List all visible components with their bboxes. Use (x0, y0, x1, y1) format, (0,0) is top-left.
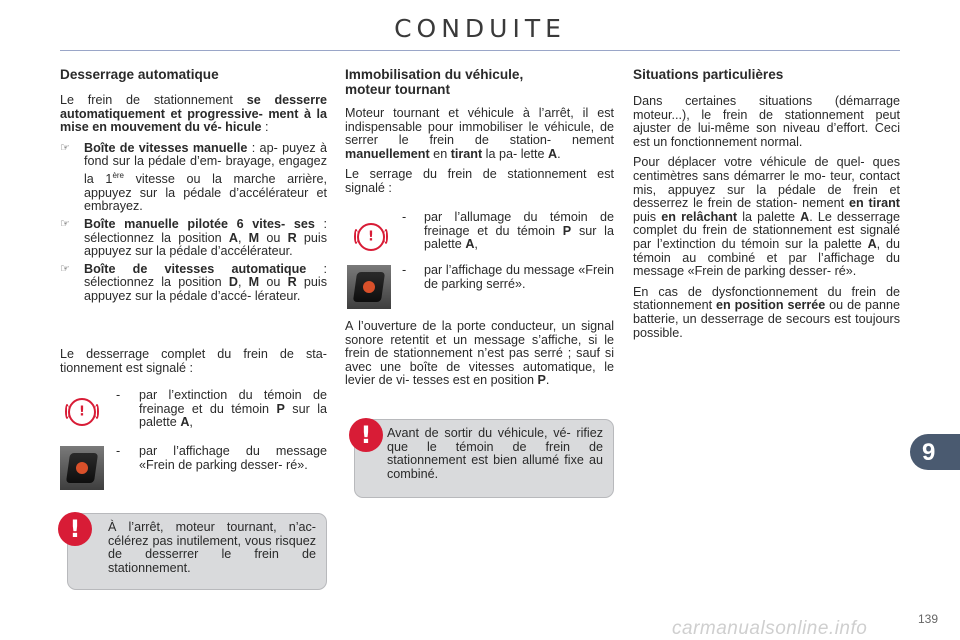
finger-pointer-icon: ☞ (60, 262, 70, 275)
watermark: carmanualsonline.info (672, 618, 868, 639)
finger-pointer-icon: ☞ (60, 141, 70, 154)
page-title: CONDUITE (394, 14, 566, 43)
page-number: 139 (917, 612, 938, 626)
bullet-piloted: ☞ Boîte manuelle pilotée 6 vites- ses : sélectionnez la position A, M ou R puis appuyez sur la pédale d’accélérateur. (60, 216, 328, 259)
parking-brake-display-icon (347, 265, 391, 309)
right-p2: Pour déplacer votre véhicule de quel- ques centimètres sans démarrer le mo- teur, contact mis, appuyez sur la pédale de frein et desserrez le frein de station- nement en tirant puis en relâchant la palette A. Le desserrage complet du frein de stationnement est signalé par l’extinction du témoin sur la palette A, du témoin au combiné et par l’affichage du message «Frein de parking desser- ré». (633, 155, 900, 279)
middle-p3: A l’ouverture de la porte conducteur, un signal sonore retentit et un message s’affiche, si le frein de stationnement n’est pas serré ; sauf si avec une boîte de vitesses automatique, le levier de vi- tesses est en position P. (345, 319, 614, 388)
left-dash-2: - par l’affichage du message «Frein de parking desser- ré». (116, 444, 327, 472)
warning-exclamation-icon: ! (349, 418, 383, 452)
middle-dash-1: - par l’allumage du témoin de freinage et du témoin P sur la palette A, (402, 210, 614, 252)
header-rule (60, 50, 900, 51)
parking-brake-display-icon (60, 446, 104, 490)
finger-pointer-icon: ☞ (60, 217, 70, 230)
left-signal-intro: Le desserrage complet du frein de sta- tionnement est signalé : (60, 347, 327, 375)
middle-heading-1: Immobilisation du véhicule, (345, 67, 524, 82)
bullet-automatic: ☞ Boîte de vitesses automatique : sélectionnez la position D, M ou R puis appuyez sur la pédale d’accé- lérateur. (60, 261, 328, 303)
brake-warning-icon: ! (357, 223, 385, 251)
right-p3: En cas de dysfonctionnement du frein de stationnement en position serrée ou de panne batterie, un desserrage de secours est toujours possible. (633, 284, 900, 340)
middle-dash-2: - par l’affichage du message «Frein de parking serré». (402, 263, 614, 291)
middle-p2: Le serrage du frein de stationnement est signalé : (345, 167, 614, 195)
right-column (633, 67, 900, 347)
left-column (60, 67, 327, 308)
chapter-tab: 9 (910, 434, 960, 470)
left-dash-1: - par l’extinction du témoin de freinage et du témoin P sur la palette A, (116, 388, 327, 430)
left-intro: Le frein de stationnement se desserre automatiquement et progressive- ment à la mise en mouvement du vé- hicule : (60, 93, 327, 135)
warning-exclamation-icon: ! (58, 512, 92, 546)
right-p1: Dans certaines situations (démarrage moteur...), le frein de stationnement peut ajuster de lui-même son niveau d’effort. Ceci est un fonctionnement normal. (633, 94, 900, 149)
middle-warning-box: ! Avant de sortir du véhicule, vé- rifiez que le témoin de frein de stationnement est bien allumé fixe au combiné. (354, 419, 614, 498)
left-heading: Desserrage automatique (60, 67, 219, 82)
left-warning-box: ! À l’arrêt, moteur tournant, n’ac- célérez pas inutilement, vous risquez de desserrer le frein de stationnement. (67, 513, 327, 590)
middle-heading-2: moteur tournant (345, 82, 450, 97)
right-heading: Situations particulières (633, 67, 784, 82)
middle-column (345, 67, 614, 203)
brake-warning-icon: ! (68, 398, 96, 426)
middle-p1: Moteur tournant et véhicule à l’arrêt, il est indispensable pour immobiliser le véhicule, de serrer le frein de station- nement manuellement en tirant la pa- lette A. (345, 106, 614, 161)
bullet-manual: ☞ Boîte de vitesses manuelle : ap- puyez à fond sur la pédale d’em- brayage, engagez la 1ère vitesse ou la marche arrière, appuyez sur la pédale d’accélérateur et embrayez. (60, 140, 327, 214)
